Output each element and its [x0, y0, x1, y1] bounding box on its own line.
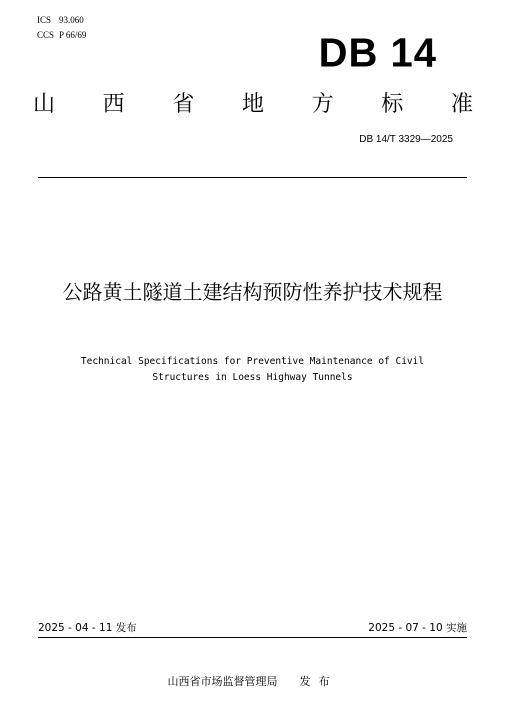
issue-date: 2025 - 04 - 11 发布 [38, 622, 137, 634]
publisher-name: 山西省市场监督管理局 [167, 675, 278, 688]
ccs-label: CCS [37, 30, 55, 40]
ccs-code: P 66/69 [59, 30, 87, 40]
category-char: 方 [311, 92, 334, 117]
standard-number: DB 14/T 3329—2025 [359, 134, 453, 145]
category-char: 地 [241, 92, 264, 117]
document-title-english: Technical Specifications for Preventive Maintenance of Civil Structures in Loess Highway Tunnels [80, 356, 425, 383]
bottom-divider [38, 637, 467, 638]
implementation-date: 2025 - 07 - 10 实施 [368, 622, 467, 634]
category-char: 山 [33, 92, 56, 117]
document-title-chinese: 公路黄土隧道土建结构预防性养护技术规程 [62, 280, 443, 304]
ics-label: ICS [37, 15, 52, 25]
category-char: 省 [172, 92, 195, 117]
ccs-classification [37, 30, 86, 41]
category-char: 标 [381, 92, 404, 117]
ics-code: 93.060 [59, 15, 84, 25]
standard-category [33, 90, 473, 120]
ics-classification [37, 15, 84, 26]
standard-mark: DB 14 [318, 30, 437, 76]
category-char: 准 [450, 92, 473, 117]
top-divider [38, 177, 467, 178]
publisher-line [0, 674, 505, 690]
publisher-action: 发布 [299, 675, 338, 688]
category-char: 西 [102, 92, 125, 117]
